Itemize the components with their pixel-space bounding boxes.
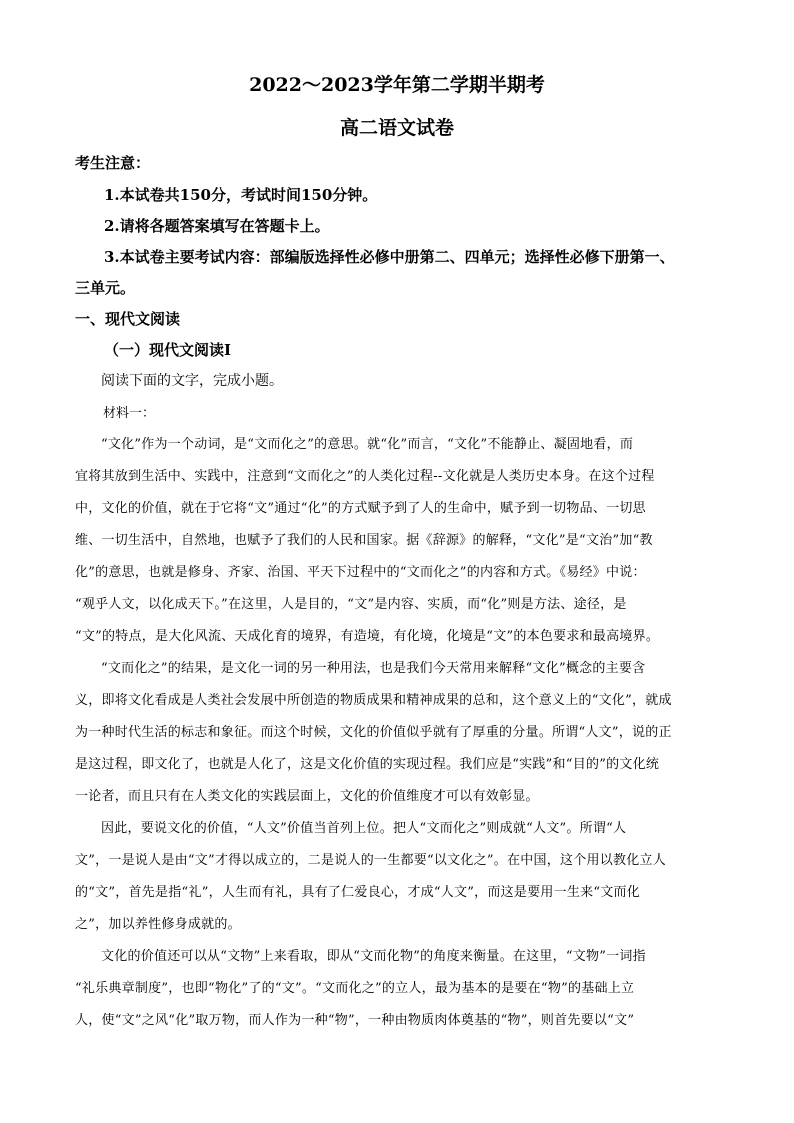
notice-item-3-cont: 三单元。 [75, 279, 136, 297]
paragraph-3-line-2: 文”，一是说人是由“文”才得以成立的，二是说人的一生都要“以文化之”。在中国，这个用以教化立人 [75, 853, 666, 868]
section-heading: 一、现代文阅读 [75, 310, 181, 328]
paragraph-1-line-1: “文化”作为一个动词，是“文而化之”的意思。就“化”而言，“文化”不能静止、凝固地看，而 [101, 437, 634, 452]
section-subheading: （一）现代文阅读Ⅰ [104, 341, 232, 359]
paragraph-3-line-3: 的“文”，首先是指“礼”，人生而有礼，具有了仁爱良心，才成“人文”，而这是要用一生来“文而化 [75, 885, 641, 900]
paragraph-3-line-1: 因此，要说文化的价值，“人文”价值当首列上位。把人“文而化之”则成就“人文”。所谓“人 [101, 821, 627, 836]
paragraph-4-line-1: 文化的价值还可以从“文物”上来看取，即从“文而化物”的角度来衡量。在这里，“文物”一词指 [101, 949, 646, 964]
paragraph-4-line-2: “礼乐典章制度”，也即“物化”了的“文”。“文而化之”的立人，最为基本的是要在“物”的基础上立 [75, 981, 635, 996]
paragraph-1-line-3: 中，文化的价值，就在于它将“文”通过“化”的方式赋予到了人的生命中，赋予到一切物品、一切思 [75, 501, 646, 516]
paragraph-1-line-7: “文”的特点，是大化风流、天成化育的境界，有造境，有化境，化境是“文”的本色要求和最高境界。 [75, 629, 660, 644]
reading-instruction: 阅读下面的文字，完成小题。 [101, 373, 283, 389]
paragraph-1-line-2: 宜将其放到生活中、实践中，注意到“文而化之”的人类化过程--文化就是人类历史本身。在这个过程 [75, 469, 655, 484]
exam-title: 2022～2023学年第二学期半期考 [249, 74, 545, 96]
paragraph-2-line-3: 为一种时代生活的标志和象征。而这个时候，文化的价值似乎就有了厚重的分量。所谓“人文”，说的正 [75, 725, 672, 740]
paragraph-2-line-2: 义，即将文化看成是人类社会发展中所创造的物质成果和精神成果的总和，这个意义上的“文化”，就成 [75, 693, 672, 708]
paragraph-2-line-4: 是这过程，即文化了，也就是人化了，这是文化价值的实现过程。我们应是“实践”和“目的”的文化统 [75, 757, 660, 772]
paragraph-4-line-3: 人，使“文”之风“化”取万物，而人作为一种“物”，一种由物质肉体奠基的“物”，则首先要以“文” [75, 1013, 635, 1028]
notice-item-1: 1.本试卷共150分，考试时间150分钟。 [104, 186, 378, 204]
paragraph-2-line-5: 一论者，而且只有在人类文化的实践层面上，文化的价值维度才可以有效彰显。 [75, 789, 539, 804]
notice-label: 考生注意： [75, 154, 151, 172]
paragraph-1-line-5: 化”的意思，也就是修身、齐家、治国、平天下过程中的“文而化之”的内容和方式。《易经》中说： [75, 565, 646, 580]
exam-subtitle: 高二语文试卷 [339, 117, 454, 139]
notice-item-3: 3.本试卷主要考试内容：部编版选择性必修中册第二、四单元；选择性必修下册第一、 [104, 248, 675, 266]
paragraph-2-line-1: “文而化之”的结果，是文化一词的另一种用法，也是我们今天常用来解释“文化”概念的主要含 [101, 661, 646, 676]
material-label: 材料一： [103, 406, 156, 421]
notice-item-2: 2.请将各题答案填写在答题卡上。 [104, 217, 330, 235]
paragraph-3-line-4: 之”，加以养性修身成就的。 [75, 917, 241, 932]
paragraph-1-line-4: 维、一切生活中，自然地，也赋予了我们的人民和国家。据《辞源》的解释，“文化”是“文治”加“教 [75, 533, 653, 548]
paragraph-1-line-6: “观乎人文，以化成天下。”在这里，人是目的，“文”是内容、实质，而“化”则是方法、途径，是 [75, 597, 627, 612]
